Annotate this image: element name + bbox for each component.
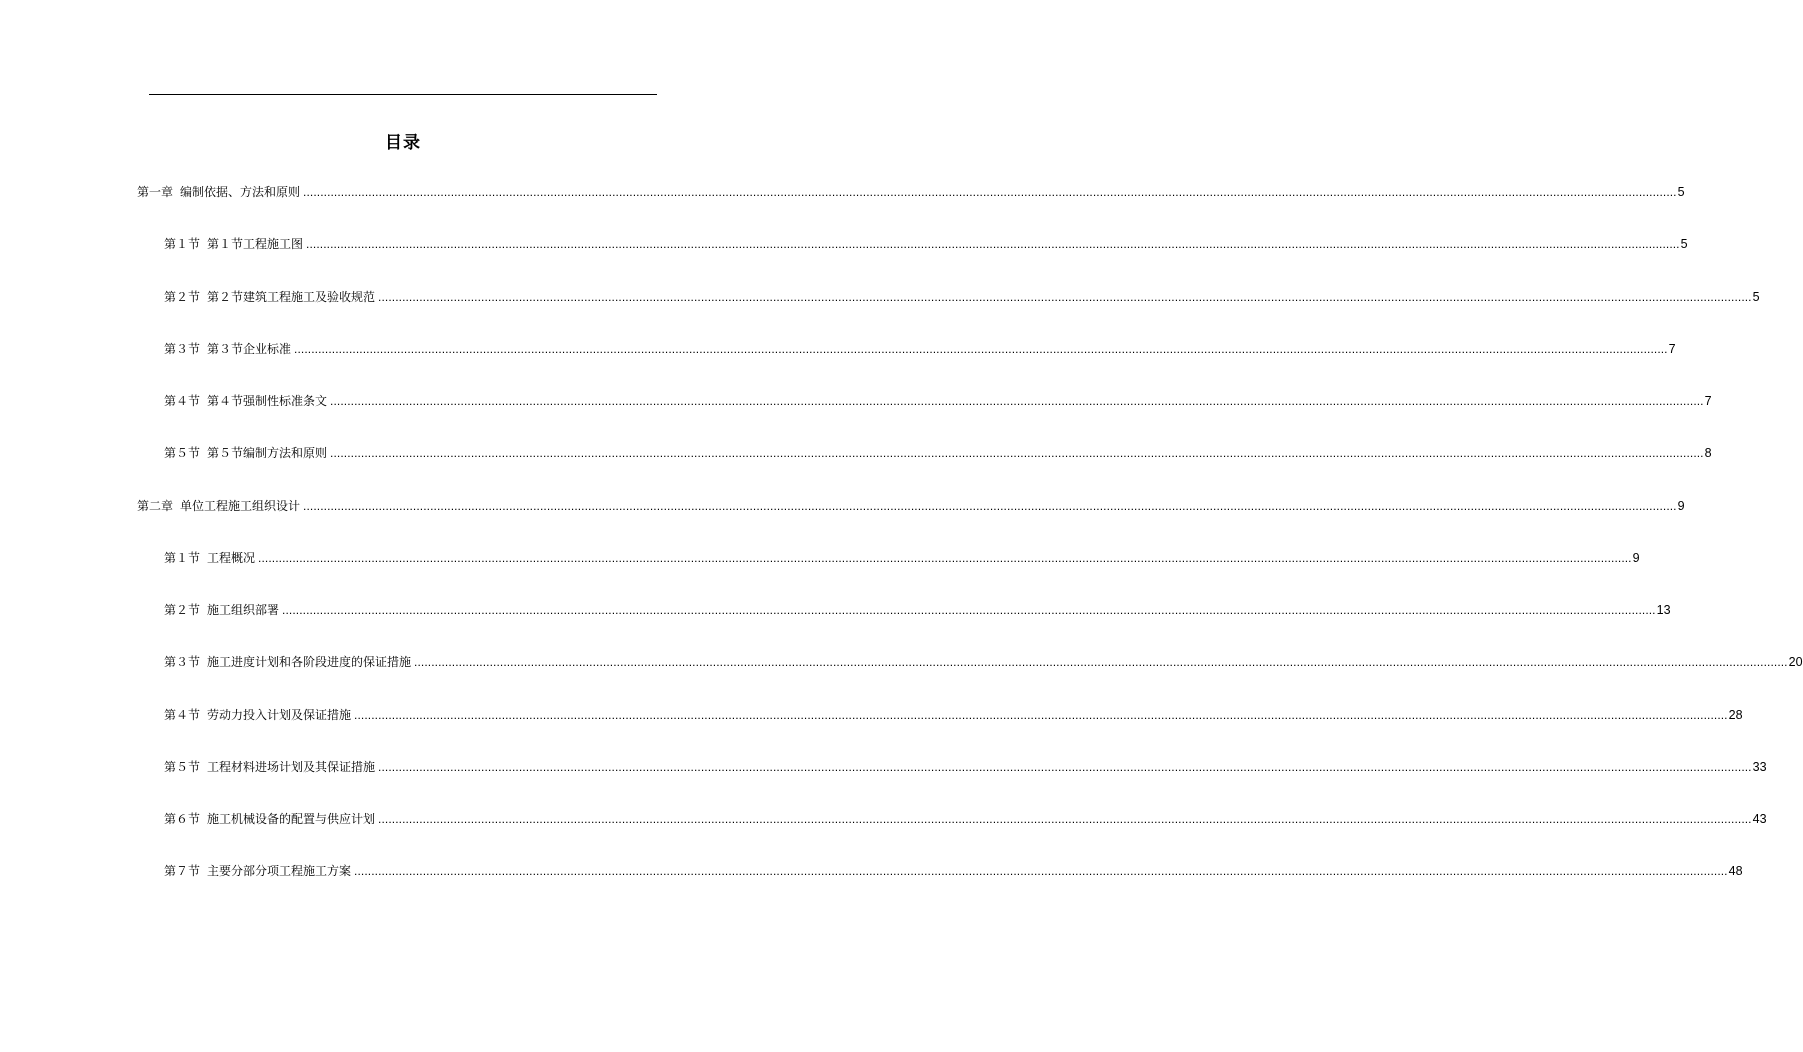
toc-leader-dots: ................................................................................................................................................................................................................................................................................................................................................................................................................ — [414, 655, 1788, 669]
toc-entry-number: 第３节 — [164, 342, 201, 356]
toc-leader-dots: ................................................................................................................................................................................................................................................................................................................................................................................................................ — [330, 446, 1704, 460]
toc-chapter-entry[interactable] — [137, 183, 1685, 201]
toc-page-number: 33 — [1752, 760, 1767, 774]
toc-page-number: 28 — [1728, 708, 1743, 722]
toc-chapter-entry[interactable] — [137, 497, 1685, 515]
toc-leader-dots: ................................................................................................................................................................................................................................................................................................................................................................................................................ — [378, 812, 1752, 826]
toc-page-number: 48 — [1728, 864, 1743, 878]
toc-section-entry[interactable] — [164, 340, 1676, 358]
toc-page-number: 20 — [1788, 655, 1803, 669]
toc-entry-title: 第５节编制方法和原则 — [207, 446, 328, 460]
toc-section-entry[interactable] — [164, 549, 1640, 567]
toc-leader-dots: ................................................................................................................................................................................................................................................................................................................................................................................................................ — [354, 708, 1728, 722]
toc-section-entry[interactable] — [164, 444, 1712, 462]
toc-leader-dots: ................................................................................................................................................................................................................................................................................................................................................................................................................ — [303, 185, 1677, 199]
toc-entry-title: 施工进度计划和各阶段进度的保证措施 — [207, 655, 412, 669]
toc-entry-title: 第２节建筑工程施工及验收规范 — [207, 290, 376, 304]
toc-section-entry[interactable] — [164, 653, 1803, 671]
toc-entry-number: 第５节 — [164, 760, 201, 774]
toc-entry-title: 工程材料进场计划及其保证措施 — [207, 760, 376, 774]
toc-page-number: 7 — [1704, 394, 1712, 408]
toc-leader-dots: ................................................................................................................................................................................................................................................................................................................................................................................................................ — [303, 499, 1677, 513]
toc-entry-number: 第１节 — [164, 551, 201, 565]
toc-entry-title: 第１节工程施工图 — [207, 237, 304, 251]
toc-page-number: 8 — [1704, 446, 1712, 460]
toc-section-entry[interactable] — [164, 862, 1743, 880]
toc-entry-number: 第６节 — [164, 812, 201, 826]
toc-entry-title: 施工机械设备的配置与供应计划 — [207, 812, 376, 826]
toc-section-entry[interactable] — [164, 758, 1767, 776]
toc-entry-title: 第３节企业标准 — [207, 342, 292, 356]
toc-entry-number: 第４节 — [164, 394, 201, 408]
toc-entry-number: 第２节 — [164, 290, 201, 304]
toc-entry-title: 单位工程施工组织设计 — [180, 499, 301, 513]
toc-page-number: 9 — [1677, 499, 1685, 513]
toc-entry-number: 第１节 — [164, 237, 201, 251]
toc-entry-title: 劳动力投入计划及保证措施 — [207, 708, 352, 722]
toc-page-number: 13 — [1656, 603, 1671, 617]
page-title: 目录 — [385, 133, 421, 153]
toc-page-number: 5 — [1677, 185, 1685, 199]
toc-entry-number: 第３节 — [164, 655, 201, 669]
toc-section-entry[interactable] — [164, 601, 1671, 619]
toc-page-number: 7 — [1668, 342, 1676, 356]
toc-section-entry[interactable] — [164, 392, 1712, 410]
toc-leader-dots: ................................................................................................................................................................................................................................................................................................................................................................................................................ — [354, 864, 1728, 878]
toc-page-number: 5 — [1680, 237, 1688, 251]
toc-leader-dots: ................................................................................................................................................................................................................................................................................................................................................................................................................ — [258, 551, 1632, 565]
toc-entry-number: 第７节 — [164, 864, 201, 878]
toc-entry-title: 主要分部分项工程施工方案 — [207, 864, 352, 878]
toc-entry-number: 第２节 — [164, 603, 201, 617]
toc-entry-number: 第５节 — [164, 446, 201, 460]
toc-entry-number: 第４节 — [164, 708, 201, 722]
toc-entry-title: 施工组织部署 — [207, 603, 280, 617]
toc-entry-title: 编制依据、方法和原则 — [180, 185, 301, 199]
toc-leader-dots: ................................................................................................................................................................................................................................................................................................................................................................................................................ — [378, 760, 1752, 774]
toc-leader-dots: ................................................................................................................................................................................................................................................................................................................................................................................................................ — [294, 342, 1668, 356]
toc-page-number: 9 — [1632, 551, 1640, 565]
toc-page-number: 5 — [1752, 290, 1760, 304]
toc-section-entry[interactable] — [164, 288, 1760, 306]
toc-section-entry[interactable] — [164, 810, 1767, 828]
toc-leader-dots: ................................................................................................................................................................................................................................................................................................................................................................................................................ — [306, 237, 1680, 251]
toc-entry-title: 第４节强制性标准条文 — [207, 394, 328, 408]
toc-leader-dots: ................................................................................................................................................................................................................................................................................................................................................................................................................ — [330, 394, 1704, 408]
toc-entry-number: 第一章 — [137, 185, 174, 199]
toc-entry-title: 工程概况 — [207, 551, 256, 565]
toc-section-entry[interactable] — [164, 235, 1688, 253]
toc-leader-dots: ................................................................................................................................................................................................................................................................................................................................................................................................................ — [282, 603, 1656, 617]
toc-page-number: 43 — [1752, 812, 1767, 826]
toc-leader-dots: ................................................................................................................................................................................................................................................................................................................................................................................................................ — [378, 290, 1752, 304]
toc-section-entry[interactable] — [164, 706, 1743, 724]
toc-entry-number: 第二章 — [137, 499, 174, 513]
